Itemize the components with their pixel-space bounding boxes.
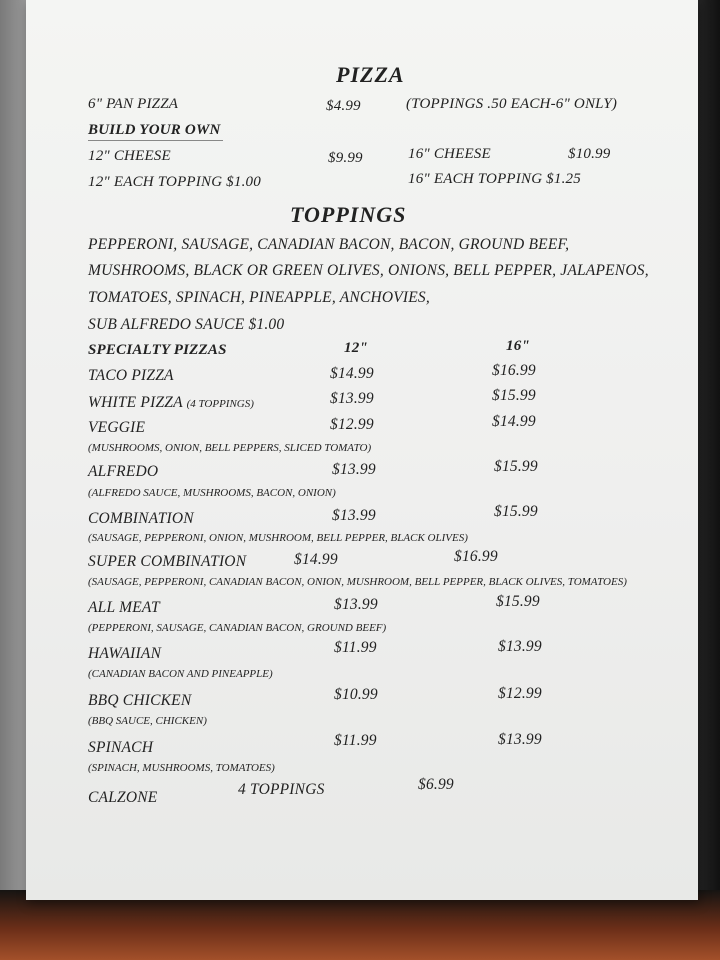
item-name: WHITE PIZZA (4 TOPPINGS)	[88, 394, 254, 411]
toppings-line: MUSHROOMS, BLACK OR GREEN OLIVES, ONIONS, BELL PEPPER, JALAPENOS,	[88, 262, 649, 279]
pizza-title: PIZZA	[336, 62, 405, 87]
cheese-12-price: $9.99	[328, 150, 363, 166]
item-name: SPINACH	[88, 739, 154, 756]
item-description: (SAUSAGE, PEPPERONI, ONION, MUSHROOM, BELL PEPPER, BLACK OLIVES)	[88, 532, 468, 544]
item-name: COMBINATION	[88, 510, 194, 527]
calzone-name: CALZONE	[88, 789, 158, 806]
item-note: (4 TOPPINGS)	[186, 398, 254, 410]
item-price-16: $15.99	[494, 458, 538, 475]
toppings-line: PEPPERONI, SAUSAGE, CANADIAN BACON, BACON, GROUND BEEF,	[88, 236, 570, 253]
table-surface	[0, 890, 720, 960]
item-name: HAWAIIAN	[88, 645, 162, 662]
item-price-16: $16.99	[492, 362, 536, 379]
item-description: (SAUSAGE, PEPPERONI, CANADIAN BACON, ONION, MUSHROOM, BELL PEPPER, BLACK OLIVES, TOMATOES)	[88, 576, 627, 588]
toppings-title: TOPPINGS	[290, 202, 407, 227]
topping-12-price: 12" EACH TOPPING $1.00	[88, 174, 261, 190]
item-description: (CANADIAN BACON AND PINEAPPLE)	[88, 668, 273, 680]
item-price-12: $12.99	[330, 416, 374, 433]
item-price-12: $14.99	[294, 551, 338, 568]
calzone-note: 4 TOPPINGS	[238, 781, 325, 798]
pan-pizza-label: 6" PAN PIZZA	[88, 96, 179, 112]
item-price-12: $13.99	[330, 390, 374, 407]
item-price-16: $13.99	[498, 731, 542, 748]
cheese-12-label: 12" CHEESE	[88, 148, 171, 164]
pan-pizza-price: $4.99	[326, 98, 361, 114]
item-price-12: $11.99	[334, 639, 377, 656]
item-name: BBQ CHICKEN	[88, 692, 192, 709]
col-16-header: 16"	[506, 338, 530, 354]
item-price-12: $13.99	[334, 596, 378, 613]
item-name: TACO PIZZA	[88, 367, 174, 384]
pan-pizza-note: (TOPPINGS .50 EACH-6" ONLY)	[406, 96, 618, 112]
item-name: ALFREDO	[88, 463, 159, 480]
item-price-16: $15.99	[492, 387, 536, 404]
item-description: (ALFREDO SAUCE, MUSHROOMS, BACON, ONION)	[88, 487, 336, 499]
item-description: (SPINACH, MUSHROOMS, TOMATOES)	[88, 762, 275, 774]
toppings-line: TOMATOES, SPINACH, PINEAPPLE, ANCHOVIES,	[88, 289, 430, 306]
item-description: (PEPPERONI, SAUSAGE, CANADIAN BACON, GROUND BEEF)	[88, 622, 387, 634]
calzone-price: $6.99	[418, 776, 454, 793]
item-name: ALL MEAT	[88, 599, 160, 616]
item-price-12: $10.99	[334, 686, 378, 703]
item-price-16: $13.99	[498, 638, 542, 655]
item-price-16: $12.99	[498, 685, 542, 702]
topping-16-price: 16" EACH TOPPING $1.25	[408, 171, 581, 187]
item-price-16: $15.99	[496, 593, 540, 610]
cheese-16-price: $10.99	[568, 146, 611, 162]
toppings-line: SUB ALFREDO SAUCE $1.00	[88, 316, 285, 333]
item-price-12: $13.99	[332, 461, 376, 478]
item-price-12: $11.99	[334, 732, 377, 749]
item-price-16: $15.99	[494, 503, 538, 520]
item-price-12: $13.99	[332, 507, 376, 524]
item-name: SUPER COMBINATION	[88, 553, 247, 570]
build-your-own-label: BUILD YOUR OWN	[88, 122, 223, 141]
item-price-16: $16.99	[454, 548, 498, 565]
cheese-16-label: 16" CHEESE	[408, 146, 491, 162]
col-12-header: 12"	[344, 340, 368, 356]
item-price-12: $14.99	[330, 365, 374, 382]
item-description: (MUSHROOMS, ONION, BELL PEPPERS, SLICED TOMATO)	[88, 442, 372, 454]
item-name: VEGGIE	[88, 419, 146, 436]
specialty-header: SPECIALTY PIZZAS	[88, 342, 227, 358]
item-price-16: $14.99	[492, 413, 536, 430]
menu-page	[26, 0, 698, 900]
item-description: (BBQ SAUCE, CHICKEN)	[88, 715, 207, 727]
